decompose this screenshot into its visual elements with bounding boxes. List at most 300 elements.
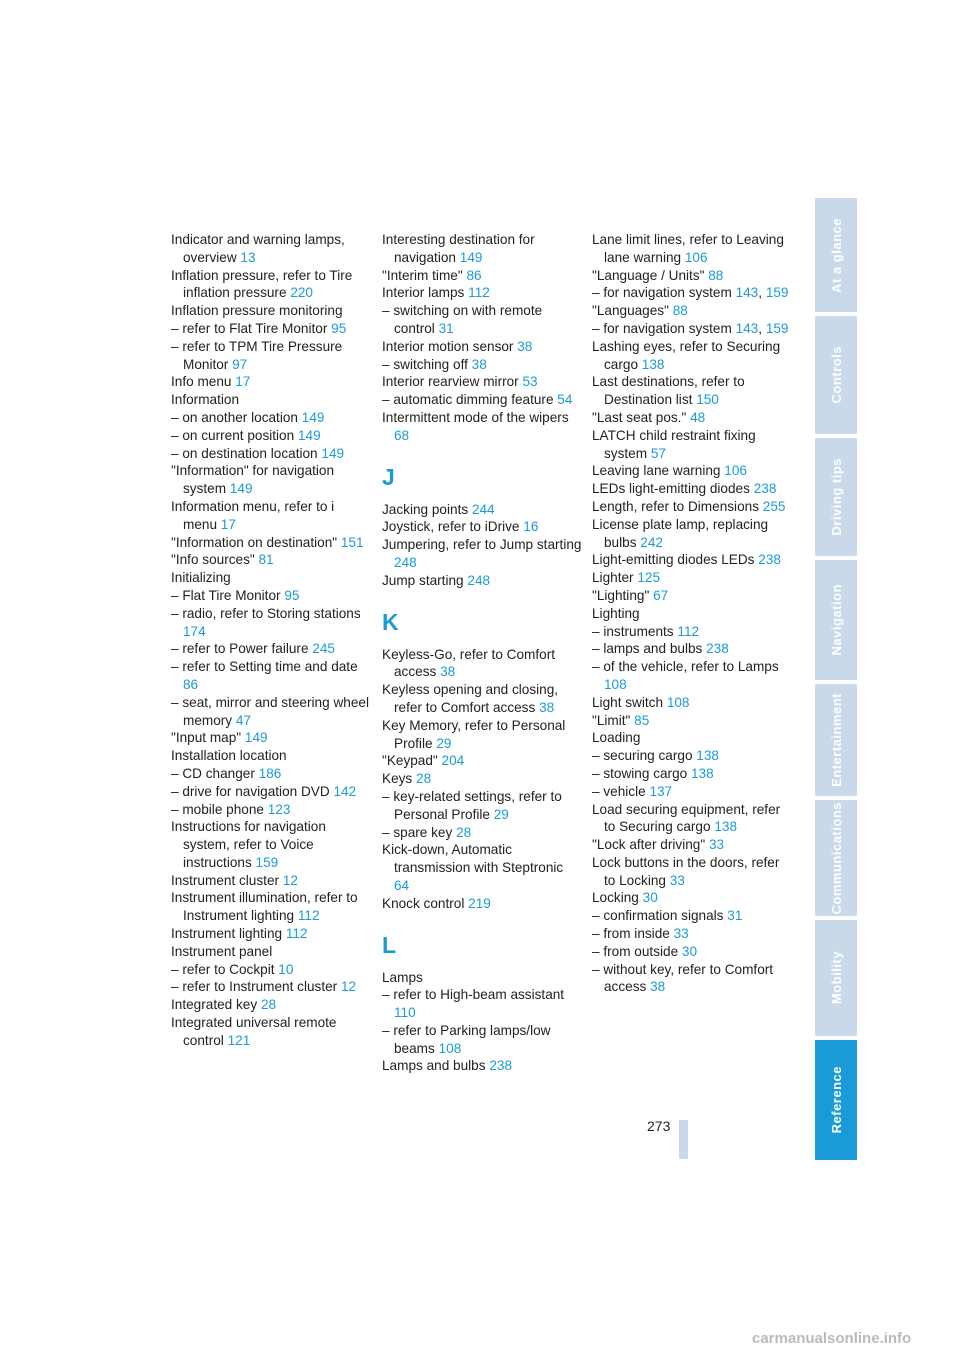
page-reference-link[interactable]: 33 <box>708 837 725 853</box>
index-entry-text: Interior motion sensor <box>382 338 514 354</box>
index-column-1 <box>171 231 371 1050</box>
page-reference-link[interactable]: 28 <box>260 997 277 1013</box>
index-entry-text: Light-emitting diodes LEDs <box>592 552 755 568</box>
page-reference-link[interactable]: 38 <box>517 338 533 354</box>
page-reference-link[interactable]: 149 <box>297 427 321 443</box>
index-entry-text: Loading <box>592 730 641 746</box>
page-reference-link[interactable]: 95 <box>284 587 300 603</box>
index-entry <box>592 943 792 961</box>
page-reference-link[interactable]: 137 <box>649 783 673 799</box>
page-reference-link[interactable]: 149 <box>459 249 483 265</box>
index-entry-text: "Keypad" <box>382 753 438 769</box>
index-entry-text: Joystick, refer to iDrive <box>382 519 520 535</box>
index-entry-text: "Info sources" <box>171 552 255 568</box>
index-entry-text: Instructions for navigation system, refer to Voice instructions <box>171 819 326 870</box>
index-entry-text: Lane limit lines, refer to Leaving lane warning <box>592 232 784 265</box>
page-reference-link[interactable]: 106 <box>724 463 747 479</box>
index-entry-text: Knock control <box>382 895 465 911</box>
page-reference-link[interactable]: 31 <box>438 320 454 336</box>
index-entry-text: – without key, refer to Comfort access <box>592 961 774 995</box>
index-entry-text: Lock buttons in the doors, refer to Locking <box>592 854 780 888</box>
index-entry <box>171 427 371 445</box>
index-entry <box>171 872 371 890</box>
index-entry-text: Length, refer to Dimensions <box>592 498 759 514</box>
page-reference-link[interactable]: 38 <box>650 979 666 995</box>
page-reference-link[interactable]: 106 <box>684 249 708 265</box>
index-entry-text: Inflation pressure monitoring <box>171 303 343 319</box>
page-reference-link[interactable]: 245 <box>312 641 335 657</box>
index-entry-text: – switching off <box>382 356 468 372</box>
index-entry-text: "Information" for navigation system <box>171 463 335 497</box>
index-entry-text: – instruments <box>592 623 674 639</box>
page-reference-link[interactable]: 121 <box>227 1032 251 1048</box>
index-entry-text: LEDs light-emitting diodes <box>592 481 750 497</box>
index-entry <box>171 320 371 338</box>
index-letter-heading: K <box>382 608 399 635</box>
index-entry <box>382 681 582 717</box>
page-reference-link[interactable]: 110 <box>394 1005 416 1021</box>
index-entry-text: – on another location <box>171 409 298 425</box>
section-tab-label: Communications <box>828 801 844 915</box>
page-reference-link[interactable]: 143 <box>735 285 759 301</box>
index-entry-text: Jump starting <box>382 572 464 588</box>
page-reference-link[interactable]: 238 <box>758 552 781 568</box>
index-entry <box>382 356 582 374</box>
index-entry <box>592 712 792 730</box>
index-entry-text: "Limit" <box>592 712 631 728</box>
section-tab-communications[interactable] <box>815 800 857 916</box>
index-entry <box>382 717 582 753</box>
index-entry <box>171 551 371 569</box>
index-entry <box>592 640 792 658</box>
index-entry <box>382 284 582 302</box>
index-entry-text: Lighting <box>592 605 640 621</box>
page-reference-link[interactable]: 29 <box>436 735 452 751</box>
page-reference-link[interactable]: 30 <box>681 943 698 959</box>
index-entry <box>382 409 582 445</box>
index-entry-text: – radio, refer to Storing stations <box>171 605 361 621</box>
index-entry <box>171 925 371 943</box>
page-reference-link[interactable]: 125 <box>637 570 661 586</box>
index-column-3 <box>592 231 792 996</box>
section-tab-label: Mobility <box>828 951 844 1005</box>
index-entry <box>382 338 582 356</box>
index-entry-text: Keys <box>382 771 413 787</box>
page-reference-link[interactable]: 53 <box>522 374 538 390</box>
index-entry-text: – stowing cargo <box>592 765 688 781</box>
index-entry <box>382 373 582 391</box>
index-entry-text: Installation location <box>171 748 287 764</box>
section-tab-at-a-glance[interactable] <box>815 198 857 312</box>
page-reference-link[interactable]: 112 <box>297 908 320 924</box>
page-reference-link[interactable]: 149 <box>229 481 253 497</box>
index-entry-text: Keyless-Go, refer to Comfort access <box>382 646 555 680</box>
index-entry <box>382 969 582 987</box>
section-tab-label: At a glance <box>828 217 844 293</box>
index-entry <box>592 587 792 605</box>
index-entry <box>171 640 371 658</box>
page-reference-link[interactable]: 81 <box>258 552 274 568</box>
index-entry <box>382 536 582 572</box>
page-reference-link[interactable]: 149 <box>321 445 345 461</box>
page-reference-link[interactable]: 12 <box>282 872 298 888</box>
index-entry-text: Interior rearview mirror <box>382 374 519 390</box>
index-entry-text: Kick-down, Automatic transmission with Steptronic <box>382 842 564 876</box>
index-entry <box>171 569 371 587</box>
index-entry <box>592 854 792 890</box>
index-entry-text: Inflation pressure, refer to Tire inflation pressure <box>171 267 353 301</box>
index-entry-text: – refer to Power failure <box>171 641 309 657</box>
index-entry-text: – spare key <box>382 824 453 840</box>
section-tab-controls[interactable] <box>815 316 857 434</box>
index-entry <box>171 391 371 409</box>
index-entry <box>592 747 792 765</box>
section-tab-label: Navigation <box>828 584 844 656</box>
index-entry <box>382 895 582 913</box>
page-reference-link[interactable]: 67 <box>653 587 669 603</box>
page-reference-link[interactable]: 30 <box>642 890 658 906</box>
index-entry <box>592 302 792 320</box>
page-reference-link[interactable]: 219 <box>468 895 491 911</box>
page-reference-link[interactable]: 238 <box>489 1058 513 1074</box>
index-entry <box>592 569 792 587</box>
index-entry-text: – seat, mirror and steering wheel memory <box>171 694 369 728</box>
page-reference-link[interactable]: 86 <box>466 267 482 283</box>
page-reference-link[interactable]: 238 <box>706 641 729 657</box>
page-reference-link[interactable]: 255 <box>762 498 786 514</box>
index-entry-text: – lamps and bulbs <box>592 641 703 657</box>
index-entry-text: "Last seat pos." <box>592 409 687 425</box>
index-entry <box>382 518 582 536</box>
index-entry-text: – refer to Instrument cluster <box>171 979 338 995</box>
page-number: 273 <box>647 1118 671 1134</box>
index-entry-text: Lighter <box>592 570 634 586</box>
index-entry-text: Information <box>171 392 240 408</box>
index-entry <box>171 729 371 747</box>
index-entry-text: Info menu <box>171 374 232 390</box>
index-entry <box>592 338 792 374</box>
page-reference-link[interactable]: 54 <box>557 392 573 408</box>
index-entry <box>382 1022 582 1058</box>
index-entry <box>382 391 582 409</box>
index-entry-text: Initializing <box>171 570 231 586</box>
index-entry-text: – vehicle <box>592 783 646 799</box>
index-entry <box>171 231 371 267</box>
page-reference-link[interactable]: 33 <box>669 872 685 888</box>
index-entry-text: Interior lamps <box>382 285 465 301</box>
index-entry-text: Locking <box>592 890 639 906</box>
index-letter-heading: J <box>382 463 395 490</box>
page-reference-link[interactable]: 12 <box>341 979 357 995</box>
index-entry-text: Lashing eyes, refer to Securing cargo <box>592 338 781 372</box>
index-entry: – for navigation system 143, 159 <box>592 285 789 301</box>
index-entry <box>592 729 792 747</box>
index-entry <box>592 480 792 498</box>
index-entry <box>171 765 371 783</box>
index-entry-text: – switching on with remote control <box>382 303 543 336</box>
index-entry <box>592 551 792 569</box>
index-entry <box>382 986 582 1022</box>
page-reference-link[interactable]: 57 <box>650 445 666 461</box>
index-entry-text: "Information on destination" <box>171 534 338 550</box>
index-entry <box>592 623 792 641</box>
index-entry <box>171 889 371 925</box>
index-entry-text: – refer to High-beam assistant <box>382 987 565 1003</box>
index-entry-text: – confirmation signals <box>592 908 724 924</box>
page-reference-link[interactable]: 242 <box>640 534 663 550</box>
page-reference-link[interactable]: 150 <box>696 392 719 408</box>
index-entry <box>171 267 371 303</box>
index-entry-text: Integrated universal remote control <box>171 1015 337 1048</box>
page-reference-link[interactable]: 248 <box>467 572 491 588</box>
index-entry <box>171 587 371 605</box>
page-reference-link[interactable]: 88 <box>672 303 688 319</box>
index-entry <box>171 302 371 320</box>
page-reference-link[interactable]: 48 <box>690 409 706 425</box>
index-entry <box>592 658 792 694</box>
index-entry <box>382 788 582 824</box>
index-entry <box>592 801 792 837</box>
index-entry <box>382 572 582 590</box>
index-entry-text: – refer to TPM Tire Pressure Monitor <box>171 338 343 372</box>
index-entry-text: LATCH child restraint fixing system <box>592 427 756 461</box>
index-entry-text: – automatic dimming feature <box>382 392 554 408</box>
index-entry <box>382 231 582 267</box>
page-reference-link[interactable]: 13 <box>240 249 256 265</box>
watermark: carmanualsonline.info <box>752 1330 912 1347</box>
index-entry-text: – for navigation system <box>592 285 732 301</box>
index-entry-text: – of the vehicle, refer to Lamps <box>592 659 779 675</box>
page-reference-link[interactable]: 138 <box>691 765 714 781</box>
index-entry <box>592 267 792 285</box>
index-entry <box>171 534 371 552</box>
index-entry <box>171 996 371 1014</box>
index-entry-text: – refer to Setting time and date <box>171 659 358 675</box>
page-reference-link[interactable]: 38 <box>539 699 555 715</box>
page-reference-link[interactable]: 159 <box>765 285 789 301</box>
index-entry-text: – from outside <box>592 943 679 959</box>
index-entry <box>171 605 371 641</box>
index-entry-text: Last destinations, refer to Destination list <box>592 374 745 408</box>
index-entry-text: "Lighting" <box>592 587 650 603</box>
index-entry <box>592 373 792 409</box>
page-reference-link[interactable]: 16 <box>523 519 539 535</box>
index-letter-heading: L <box>382 931 397 958</box>
index-entry <box>592 427 792 463</box>
index-entry <box>382 770 582 788</box>
index-entry <box>171 498 371 534</box>
page-reference-link[interactable]: 108 <box>438 1040 462 1056</box>
page-reference-link[interactable]: 108 <box>604 676 627 692</box>
index-entry <box>171 462 371 498</box>
index-entry-text: Integrated key <box>171 997 258 1013</box>
index-entry <box>171 783 371 801</box>
page-reference-link[interactable]: 159 <box>255 854 279 870</box>
page-reference-link[interactable]: 248 <box>394 554 417 570</box>
index-entry-text: "Lock after driving" <box>592 837 706 853</box>
page-reference-link[interactable]: 220 <box>290 285 313 301</box>
index-entry <box>592 907 792 925</box>
index-entry <box>592 605 792 623</box>
index-entry-text: Instrument panel <box>171 943 273 959</box>
index-entry-text: – refer to Flat Tire Monitor <box>171 320 328 336</box>
page-reference-link[interactable]: 149 <box>244 730 268 746</box>
page-reference-link[interactable]: 108 <box>666 694 690 710</box>
index-entry <box>592 925 792 943</box>
section-tab-navigation[interactable] <box>815 560 857 680</box>
index-entry-text: Lamps <box>382 969 423 985</box>
page-reference-link[interactable]: 33 <box>673 926 689 942</box>
page-reference-link[interactable]: 31 <box>727 908 743 924</box>
page-reference-link[interactable]: 88 <box>708 267 724 283</box>
page-reference-link[interactable]: 143 <box>735 320 759 336</box>
index-entry <box>592 409 792 427</box>
index-entry <box>171 694 371 730</box>
index-entry <box>592 836 792 854</box>
page-reference-link[interactable]: 244 <box>471 501 495 517</box>
index-entry <box>592 765 792 783</box>
index-entry-text: Key Memory, refer to Personal Profile <box>382 717 566 751</box>
page-reference-link[interactable]: 17 <box>220 516 236 532</box>
index-entry-text: – key-related settings, refer to Personal Profile <box>382 788 562 822</box>
index-entry <box>592 498 792 516</box>
index-entry <box>382 267 582 285</box>
section-tab-reference[interactable] <box>815 1040 857 1160</box>
index-entry-text: "Interim time" <box>382 267 463 283</box>
index-entry <box>382 302 582 338</box>
page-reference-link[interactable]: 149 <box>301 409 325 425</box>
index-entry-text: "Language / Units" <box>592 267 705 283</box>
section-tab-label: Reference <box>828 1066 844 1134</box>
index-entry-text: Instrument lighting <box>171 926 283 942</box>
page-number-marker <box>679 1120 688 1159</box>
index-entry-text: Jacking points <box>382 501 469 517</box>
index-entry-text: – drive for navigation DVD <box>171 783 330 799</box>
page-reference-link[interactable]: 47 <box>235 712 251 728</box>
page-reference-link[interactable]: 138 <box>641 356 665 372</box>
index-entry <box>171 801 371 819</box>
index-entry <box>592 783 792 801</box>
index-entry-text: Indicator and warning lamps, overview <box>171 232 345 265</box>
section-tab-label: Controls <box>828 346 844 404</box>
page-reference-link[interactable]: 85 <box>634 712 650 728</box>
index-entry <box>382 841 582 894</box>
index-entry <box>171 445 371 463</box>
index-entry-text: "Languages" <box>592 303 669 319</box>
index-entry-text: Load securing equipment, refer to Securing cargo <box>592 801 781 835</box>
index-entry <box>171 961 371 979</box>
index-entry <box>382 646 582 682</box>
index-entry <box>171 978 371 996</box>
section-tab-mobility[interactable] <box>815 920 857 1036</box>
index-entry <box>171 1014 371 1050</box>
section-tab-label: Driving tips <box>828 458 844 536</box>
page-reference-link[interactable]: 38 <box>440 664 456 680</box>
page-reference-link[interactable]: 123 <box>267 801 291 817</box>
page-reference-link[interactable]: 159 <box>765 320 789 336</box>
page-reference-link[interactable]: 138 <box>714 819 738 835</box>
index-entry <box>382 501 582 519</box>
page-reference-link[interactable]: 204 <box>441 753 465 769</box>
page-reference-link[interactable]: 151 <box>340 534 364 550</box>
index-entry <box>592 889 792 907</box>
index-entry <box>382 1057 582 1075</box>
page-reference-link[interactable]: 28 <box>456 824 472 840</box>
page-reference-link[interactable]: 238 <box>753 481 777 497</box>
index-entry-text: Leaving lane warning <box>592 463 721 479</box>
index-entry-text: Instrument cluster <box>171 872 280 888</box>
index-entry <box>171 338 371 374</box>
section-tab-driving-tips[interactable] <box>815 438 857 556</box>
index-column-2 <box>382 231 582 1075</box>
index-entry <box>171 943 371 961</box>
index-entry <box>171 818 371 871</box>
page-reference-link[interactable]: 138 <box>696 748 719 764</box>
page-reference-link[interactable]: 17 <box>235 374 251 390</box>
index-entry-text: Jumpering, refer to Jump starting <box>382 537 582 553</box>
index-entry-text: – CD changer <box>171 765 255 781</box>
page-reference-link[interactable]: 174 <box>183 623 206 639</box>
index-entry <box>592 462 792 480</box>
index-entry-text: License plate lamp, replacing bulbs <box>592 516 769 550</box>
index-entry <box>592 961 792 997</box>
page-reference-link[interactable]: 112 <box>677 623 700 639</box>
index-entry-text: Keyless opening and closing, refer to Comfort access <box>382 682 559 715</box>
page-reference-link[interactable]: 112 <box>285 926 308 942</box>
page-reference-link[interactable]: 38 <box>471 356 487 372</box>
index-entry-text: – securing cargo <box>592 748 693 764</box>
index-entry <box>382 824 582 842</box>
section-tab-label: Entertainment <box>828 693 844 787</box>
index-entry-text: Interesting destination for navigation <box>382 232 535 265</box>
section-tab-entertainment[interactable] <box>815 684 857 796</box>
index-entry-text: – mobile phone <box>171 801 264 817</box>
index-entry <box>171 409 371 427</box>
index-entry <box>592 694 792 712</box>
page-reference-link[interactable]: 64 <box>394 877 410 893</box>
index-entry-text: Light switch <box>592 694 664 710</box>
page-reference-link[interactable]: 186 <box>258 765 282 781</box>
index-entry-text: Intermittent mode of the wipers <box>382 409 569 425</box>
index-entry-text: – from inside <box>592 926 670 942</box>
index-entry <box>171 658 371 694</box>
page-reference-link[interactable]: 142 <box>333 783 357 799</box>
page-reference-link[interactable]: 10 <box>278 961 294 977</box>
page-reference-link[interactable]: 95 <box>331 320 347 336</box>
index-entry-text: – refer to Parking lamps/low beams <box>382 1022 551 1056</box>
page-reference-link[interactable]: 68 <box>394 427 410 443</box>
index-entry-text: – Flat Tire Monitor <box>171 587 281 603</box>
index-entry <box>592 516 792 552</box>
index-entry <box>592 231 792 267</box>
index-entry <box>171 747 371 765</box>
index-entry <box>382 752 582 770</box>
page-reference-link[interactable]: 86 <box>183 676 199 692</box>
index-entry-text: – on current position <box>171 427 295 443</box>
index-entry: – for navigation system 143, 159 <box>592 320 789 336</box>
page-reference-link[interactable]: 29 <box>493 806 509 822</box>
index-entry-text: Lamps and bulbs <box>382 1058 486 1074</box>
index-entry-text: – on destination location <box>171 445 318 461</box>
index-entry-text: Instrument illumination, refer to Instrument lighting <box>171 890 358 924</box>
index-entry <box>171 373 371 391</box>
page-reference-link[interactable]: 28 <box>416 771 432 787</box>
index-entry-text: – refer to Cockpit <box>171 961 275 977</box>
page-reference-link[interactable]: 97 <box>232 356 248 372</box>
page-reference-link[interactable]: 112 <box>468 285 490 301</box>
index-entry-text: "Input map" <box>171 730 242 746</box>
index-entry-text: Information menu, refer to i menu <box>171 498 335 532</box>
